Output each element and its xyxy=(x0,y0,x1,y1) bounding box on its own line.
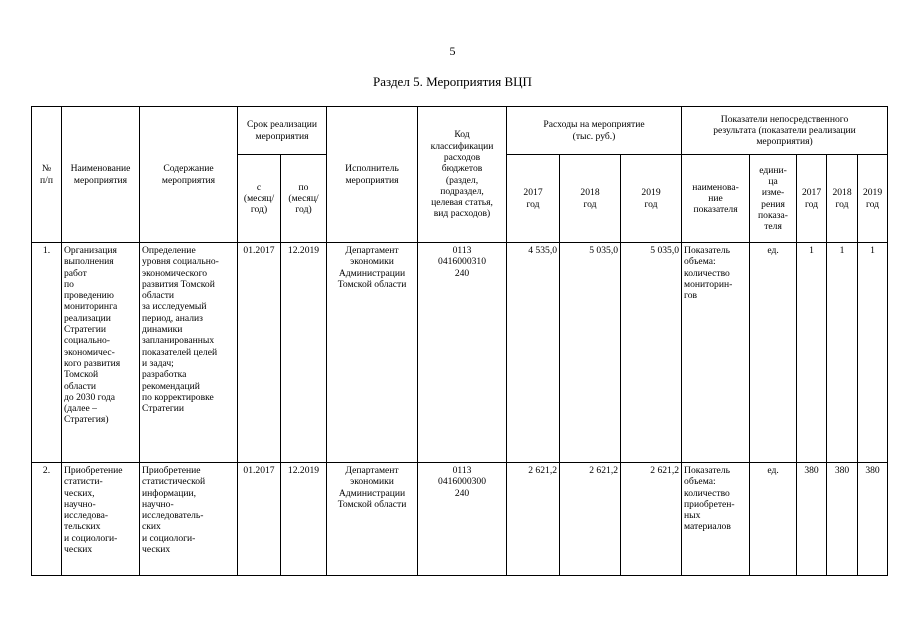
row-content: Определение уровня социально- экономического развития Томской области за исследуемый период, анализ динамики запланированных показателей целей и задач; разработка рекомендаций по корректировке Стратегии xyxy=(140,243,238,463)
section-title: Раздел 5. Мероприятия ВЦП xyxy=(373,74,532,89)
header-term-from: с (месяц/ год) xyxy=(238,155,281,243)
row-ind-2019: 380 xyxy=(858,463,888,576)
row-name: Приобретение статисти- ческих, научно- исследова- тельских и социологи- ческих xyxy=(62,463,140,576)
row-ind-2018: 1 xyxy=(827,243,858,463)
row-code: 0113 0416000300 240 xyxy=(418,463,507,576)
row-name: Организация выполнения работ по проведению мониторинга реализации Стратегии социально- экономичес- кого развития Томской области до 2030 года (далее – Стратегия) xyxy=(62,243,140,463)
header-executor: Исполнитель мероприятия xyxy=(327,107,418,243)
row-ind-unit: ед. xyxy=(750,463,797,576)
row-exp-2018: 2 621,2 xyxy=(560,463,621,576)
row-exp-2017: 2 621,2 xyxy=(507,463,560,576)
row-ind-2017: 1 xyxy=(797,243,827,463)
header-ind-name: наименова- ние показателя xyxy=(682,155,750,243)
header-num: № п/п xyxy=(32,107,62,243)
page-number: 5 xyxy=(449,44,456,58)
row-exp-2017: 4 535,0 xyxy=(507,243,560,463)
row-content: Приобретение статистической информации, научно- исследователь- ских и социологи- ческих xyxy=(140,463,238,576)
header-term-group: Срок реализации мероприятия xyxy=(238,107,327,155)
row-exp-2019: 5 035,0 xyxy=(621,243,682,463)
table-row xyxy=(32,243,888,463)
table-row xyxy=(32,463,888,576)
header-ind-unit: едини- ца изме- рения показа- теля xyxy=(750,155,797,243)
row-to: 12.2019 xyxy=(281,463,327,576)
header-expenses-group: Расходы на мероприятие (тыс. руб.) xyxy=(507,107,682,155)
row-from: 01.2017 xyxy=(238,463,281,576)
row-ind-2017: 380 xyxy=(797,463,827,576)
row-ind-unit: ед. xyxy=(750,243,797,463)
row-exp-2018: 5 035,0 xyxy=(560,243,621,463)
row-num: 2. xyxy=(32,463,62,576)
header-content: Содержание мероприятия xyxy=(140,107,238,243)
row-executor: Департамент экономики Администрации Томской области xyxy=(327,463,418,576)
row-ind-2019: 1 xyxy=(858,243,888,463)
row-ind-name: Показатель объема: количество приобретен- ных материалов xyxy=(682,463,750,576)
header-name: Наименование мероприятия xyxy=(62,107,140,243)
header-exp-2017: 2017 год xyxy=(507,155,560,243)
activities-table xyxy=(31,106,888,576)
header-ind-2019: 2019 год xyxy=(858,155,888,243)
row-executor: Департамент экономики Администрации Томской области xyxy=(327,243,418,463)
row-from: 01.2017 xyxy=(238,243,281,463)
header-term-to: по (месяц/ год) xyxy=(281,155,327,243)
row-code: 0113 0416000310 240 xyxy=(418,243,507,463)
row-exp-2019: 2 621,2 xyxy=(621,463,682,576)
row-to: 12.2019 xyxy=(281,243,327,463)
header-exp-2018: 2018 год xyxy=(560,155,621,243)
row-ind-2018: 380 xyxy=(827,463,858,576)
header-ind-2017: 2017 год xyxy=(797,155,827,243)
header-exp-2019: 2019 год xyxy=(621,155,682,243)
row-ind-name: Показатель объема: количество мониторин- гов xyxy=(682,243,750,463)
header-code: Код классификации расходов бюджетов (раздел, подраздел, целевая статья, вид расходов) xyxy=(418,107,507,243)
row-num: 1. xyxy=(32,243,62,463)
header-ind-2018: 2018 год xyxy=(827,155,858,243)
header-indicators-group: Показатели непосредственного результата (показатели реализации мероприятия) xyxy=(682,107,888,155)
